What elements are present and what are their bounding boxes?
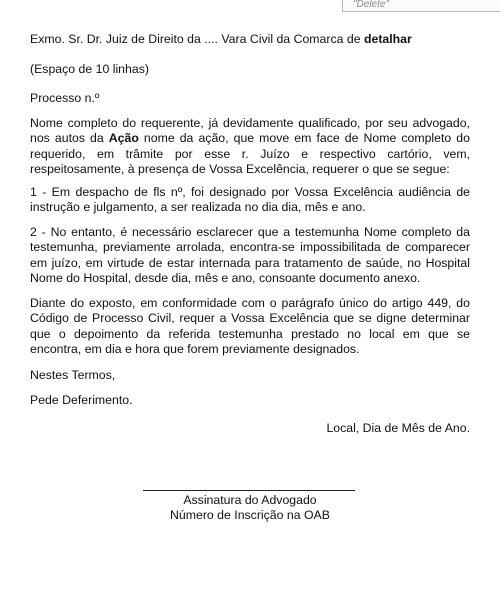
addressee-bold: detalhar [363, 32, 412, 46]
closing-request: Pede Deferimento. [30, 393, 133, 407]
closing-terms: Nestes Termos, [30, 368, 116, 382]
addressee-prefix: Exmo. Sr. Dr. Juiz de Direito da .... Vara Civil da Comarca de [30, 32, 364, 46]
process-number-label: Processo n.º [30, 91, 100, 105]
paragraph-item-1: 1 - Em despacho de fls nº, foi designado por Vossa Excelência audiência de instrução e julgamento, a ser realizada no dia dia, mês e ano. [30, 185, 470, 215]
signature-oab: Número de Inscrição na OAB [170, 508, 330, 522]
corner-note-text: "Delete" [353, 0, 390, 10]
paragraph-request-part1: Nome completo do requerente, já devidamente qualificado, por seu advogado, nos autos da [30, 116, 470, 146]
paragraph-item-2: 2 - No entanto, é necessário esclarecer que a testemunha Nome completo da testemunha, previamente arrolada, encontra-se impossibilitada de comparecer em juízo, em virtude de estar internada para tratamento de saúde, no Hospital Nome do Hospital, desde dia, mês e ano, consoante documento anexo. [30, 225, 470, 285]
signature-line [143, 490, 355, 491]
paragraph-request-part2: nome da ação, que move em face de Nome completo do requerido, em trâmite por esse r. Juízo e respectivo cartório, vem, respeitosamente, à presença de Vossa Excelência, requerer o que se segue: [30, 131, 470, 176]
paragraph-request-bold: Ação [108, 131, 139, 146]
spacing-note: (Espaço de 10 linhas) [30, 62, 149, 76]
signature-name: Assinatura do Advogado [183, 493, 317, 507]
paragraph-conclusion: Diante do exposto, em conformidade com o parágrafo único do artigo 449, do Código de Processo Civil, requer a Vossa Excelência que se digne determinar que o depoimento da referida testemunha prestado no local em que se encontra, em dia e hora que forem previamente designados. [30, 296, 470, 356]
place-date: Local, Dia de Mês de Ano. [326, 421, 470, 435]
paragraph-request [30, 116, 470, 177]
addressee-line [30, 32, 412, 47]
corner-note-box [342, 0, 500, 12]
